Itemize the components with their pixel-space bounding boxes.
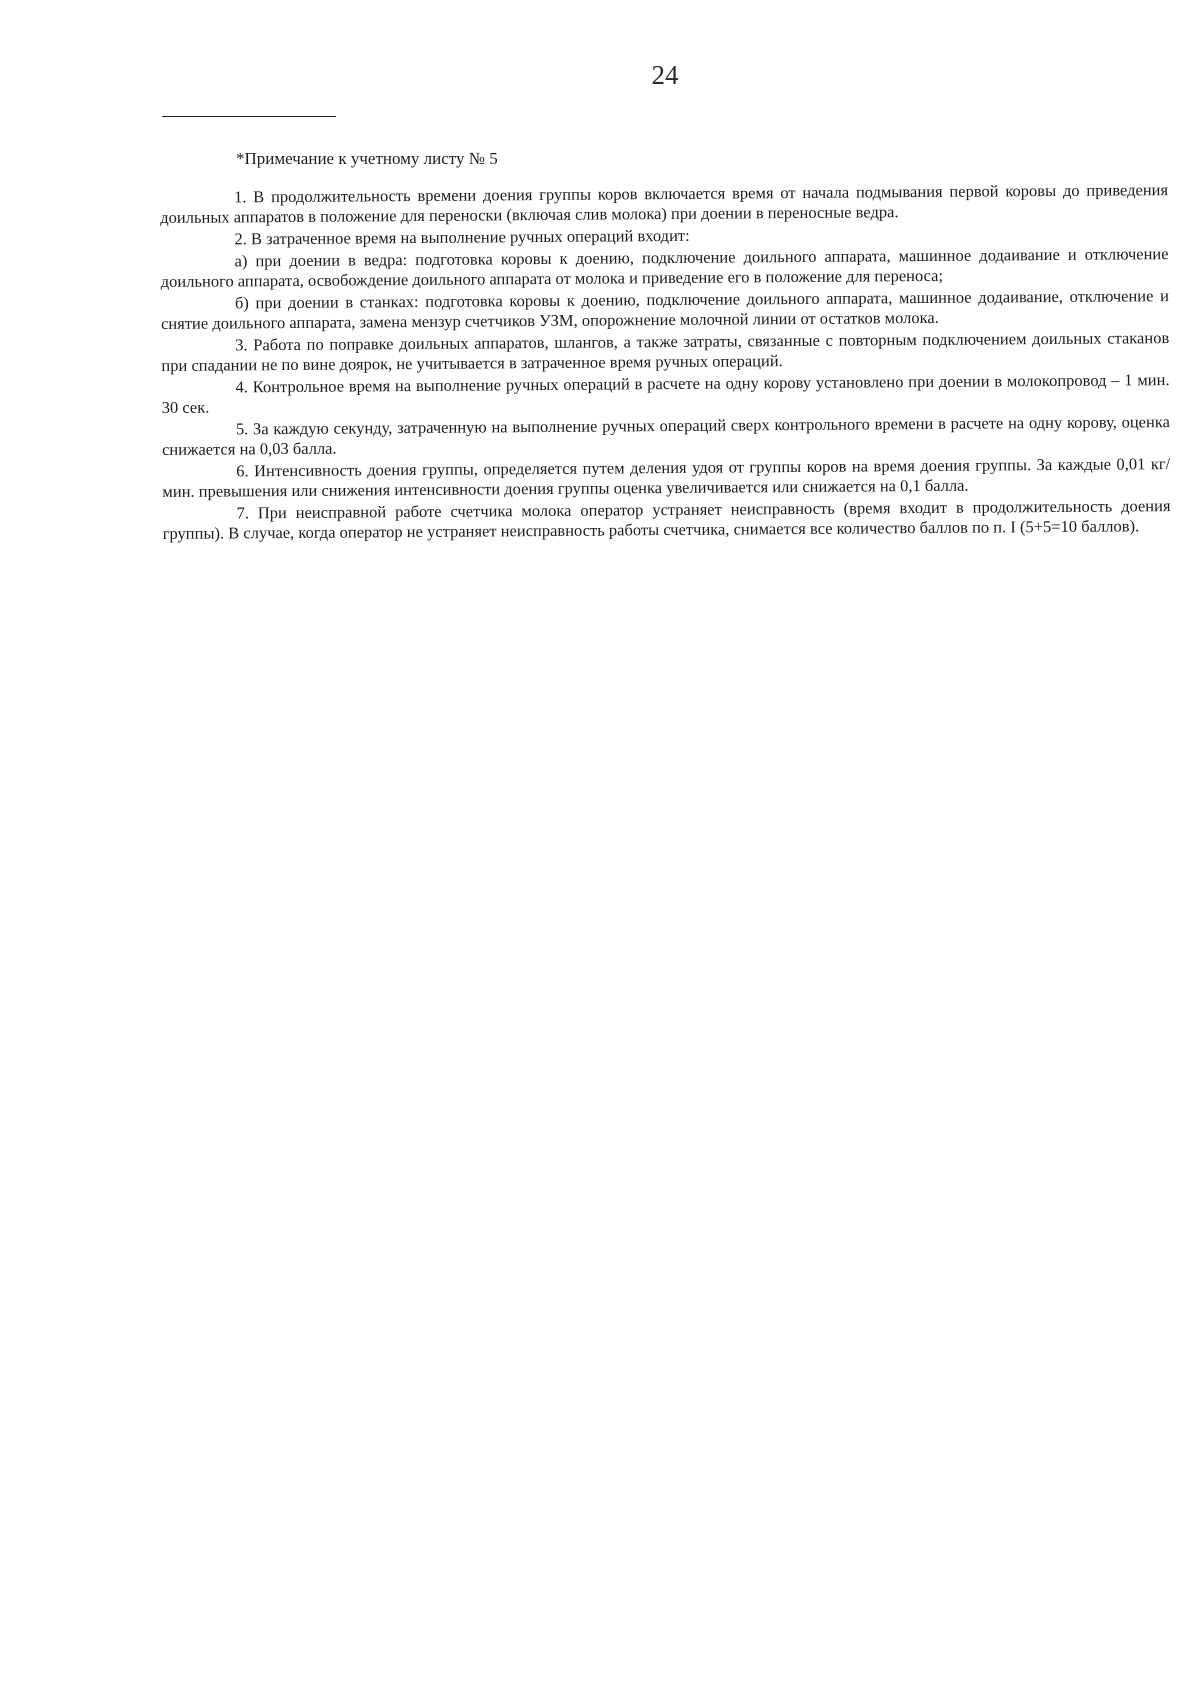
note-item-3: 3. Работа по поправке доильных аппаратов, шлангов, а также затраты, связанные с повторным подключением доильных стаканов при спадании не по вине доярок, не учитывается в затраченное время ручных операций. (161, 328, 1170, 375)
note-title: *Примечание к учетному листу № 5 (236, 149, 498, 168)
notes-body (160, 180, 1171, 546)
note-item-1: 1. В продолжительность времени доения группы коров включается время от начала подмывания первой коровы до приведения доильных аппаратов в положение для переноски (включая слив молока) при доении в переносные ведра. (160, 180, 1169, 227)
footnote-rule (162, 116, 336, 117)
note-item-7: 7. При неисправной работе счетчика молока оператор устраняет неисправность (время входит в продолжительность доения группы). В случае, когда оператор не устраняет неисправность работы счетчика, снимается все количество баллов по п. I (5+5=10 баллов). (162, 496, 1171, 543)
note-subitem-b: б) при доении в станках: подготовка коровы к доению, подключение доильного аппарата, машинное додаивание, отключение и снятие доильного аппарата, замена мензур счетчиков УЗМ, опорожнение молочной линии от остатков молока. (160, 286, 1169, 333)
note-item-4: 4. Контрольное время на выполнение ручных операций в расчете на одну корову установлено при доении в молокопровод – 1 мин. 30 сек. (161, 370, 1170, 417)
note-item-2: 2. В затраченное время на выполнение ручных операций входит: (234, 225, 690, 249)
page-number: 24 (651, 60, 679, 90)
note-item-6: 6. Интенсивность доения группы, определяется путем деления удоя от группы коров на время доения группы. За каждые 0,01 кг/мин. превышения или снижения интенсивности доения группы оценка увеличивается или снижается на 0,1 балла. (162, 454, 1171, 501)
note-item-5: 5. За каждую секунду, затраченную на выполнение ручных операций сверх контрольного времени в расчете на одну корову, оценка снижается на 0,03 балла. (161, 412, 1170, 459)
note-subitem-a: а) при доении в ведра: подготовка коровы к доению, подключение доильного аппарата, машинное додаивание и отключение доильного аппарата, освобождение доильного аппарата от молока и приведение его в положение для переноса; (160, 244, 1169, 291)
